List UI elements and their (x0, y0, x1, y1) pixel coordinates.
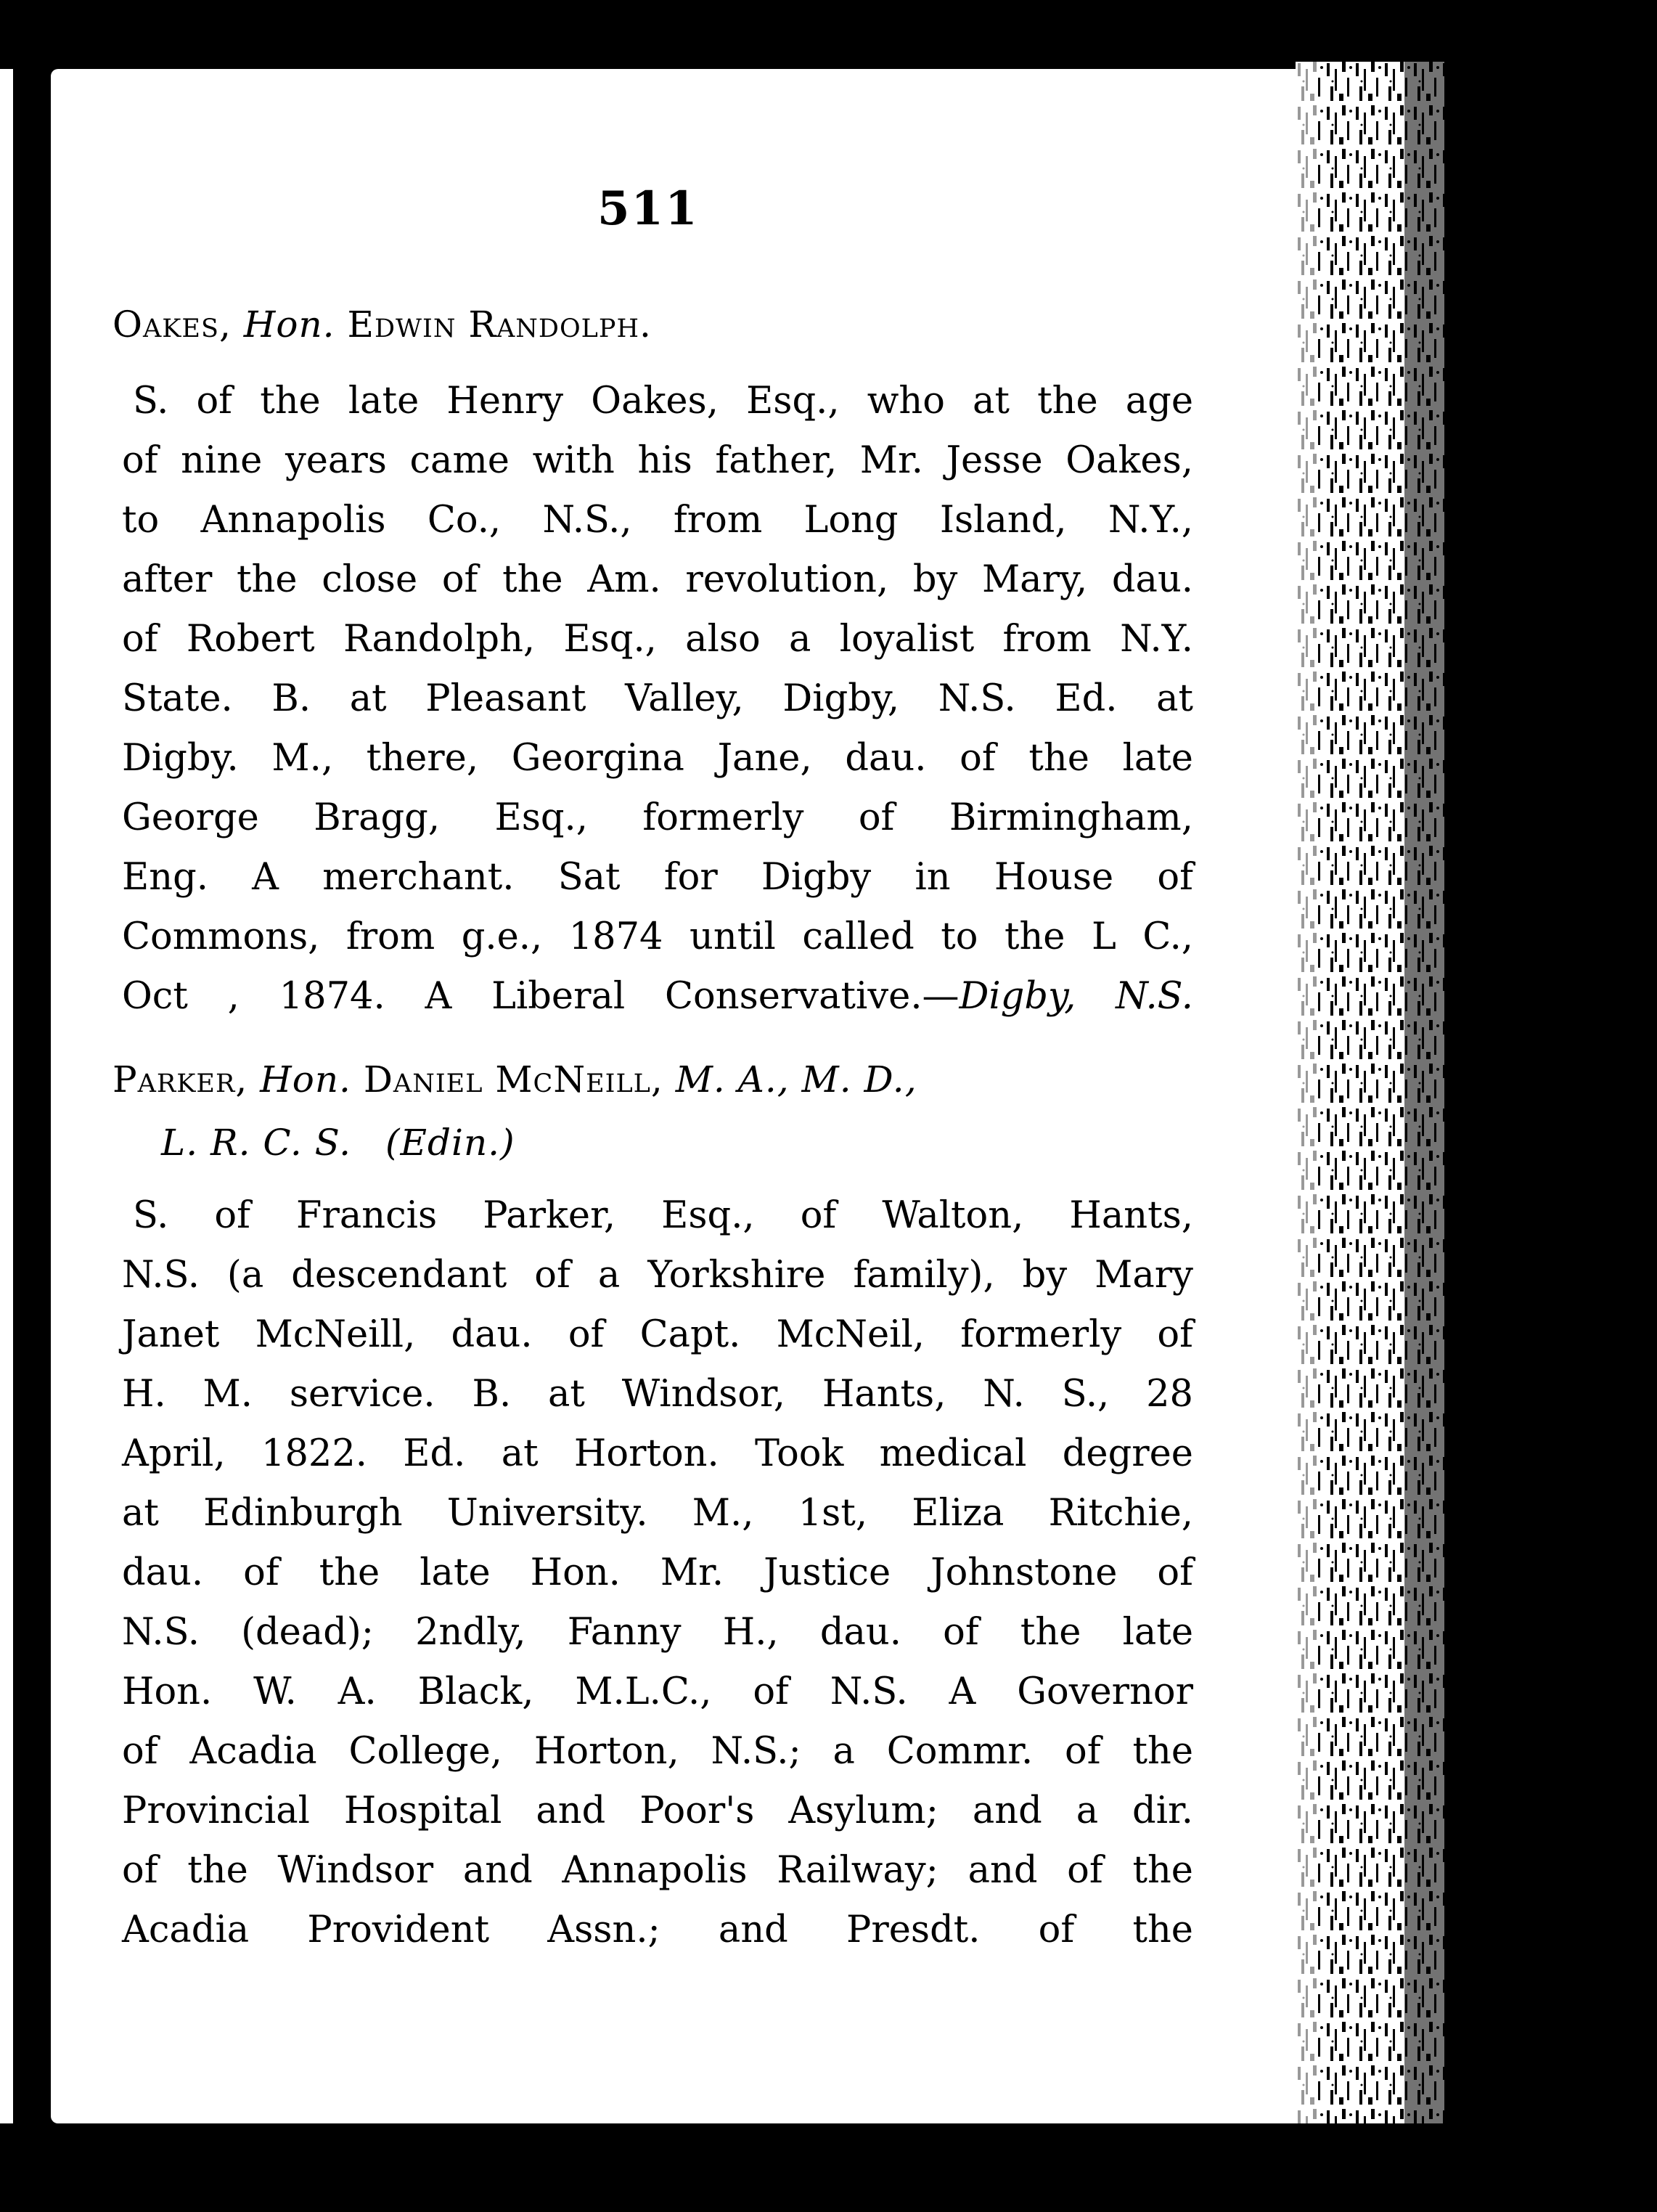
entry-title: Hon. (243, 303, 335, 346)
entry-text-line: N.S. (dead); 2ndly, Fanny H., dau. of the late (122, 1611, 1193, 1654)
entry-text-line: of Robert Randolph, Esq., also a loyalist from N.Y. (122, 618, 1193, 661)
entry-text-line: dau. of the late Hon. Mr. Justice Johnstone of (122, 1551, 1193, 1594)
page-number: 511 (597, 181, 699, 236)
entry-text-line: after the close of the Am. revolution, by Mary, dau. (122, 558, 1193, 601)
adjacent-page-edge (0, 69, 13, 2123)
entry-text-line: of Acadia College, Horton, N.S.; a Commr. of the (122, 1730, 1193, 1773)
entry-given-names: Edwin Randolph. (347, 303, 652, 346)
entry-text-line: George Bragg, Esq., formerly of Birmingham, (122, 796, 1193, 839)
entry-text-line: of the Windsor and Annapolis Railway; and of the (122, 1849, 1193, 1892)
entry-text-line: State. B. at Pleasant Valley, Digby, N.S. Ed. at (122, 677, 1193, 720)
entry-heading-continued (161, 1122, 515, 1164)
entry-text-line: to Annapolis Co., N.S., from Long Island, N.Y., (122, 499, 1193, 542)
entry-degrees: L. R. C. S. (161, 1122, 352, 1164)
entry-text-line-last (122, 967, 1193, 1027)
entry-text-line: Eng. A merchant. Sat for Digby in House of (122, 856, 1193, 899)
entry-text-line: Provincial Hospital and Poor's Asylum; and a dir. (122, 1789, 1193, 1832)
entry-text-line: of nine years came with his father, Mr. Jesse Oakes, (122, 439, 1193, 482)
entry-surname: Oakes, (112, 303, 232, 346)
entry-surname: Parker, (112, 1058, 248, 1101)
entry-residence: Digby, N.S. (959, 975, 1193, 1018)
entry-text-line: N.S. (a descendant of a Yorkshire family), by Mary (122, 1254, 1193, 1297)
book-fore-edge (1296, 62, 1470, 2123)
entry-text-line: Digby. M., there, Georgina Jane, dau. of the late (122, 737, 1193, 780)
entry-text-line: H. M. service. B. at Windsor, Hants, N. S., 28 (122, 1373, 1193, 1416)
entry-text-line: Hon. W. A. Black, M.L.C., of N.S. A Governor (122, 1670, 1193, 1713)
entry-text-segment: Oct , 1874. A Liberal Conservative.— (122, 975, 960, 1018)
entry-given-names: Daniel McNeill, (363, 1058, 663, 1101)
entry-heading (112, 1058, 917, 1101)
entry-degrees-paren: (Edin.) (385, 1122, 515, 1164)
entry-text-line: Acadia Provident Assn.; and Presdt. of the (122, 1909, 1193, 1951)
entry-text-line: Commons, from g.e., 1874 until called to the L C., (122, 915, 1193, 958)
entry-text-line: at Edinburgh University. M., 1st, Eliza Ritchie, (122, 1492, 1193, 1535)
entry-text-line: Janet McNeill, dau. of Capt. McNeil, formerly of (122, 1313, 1193, 1356)
entry-title: Hon. (260, 1058, 351, 1101)
entry-degrees: M. A., M. D., (675, 1058, 917, 1101)
entry-text-line: S. of the late Henry Oakes, Esq., who at the age (133, 380, 1193, 423)
entry-text-line: April, 1822. Ed. at Horton. Took medical degree (122, 1432, 1193, 1475)
entry-text-line: S. of Francis Parker, Esq., of Walton, Hants, (133, 1194, 1193, 1237)
entry-heading (112, 303, 652, 346)
